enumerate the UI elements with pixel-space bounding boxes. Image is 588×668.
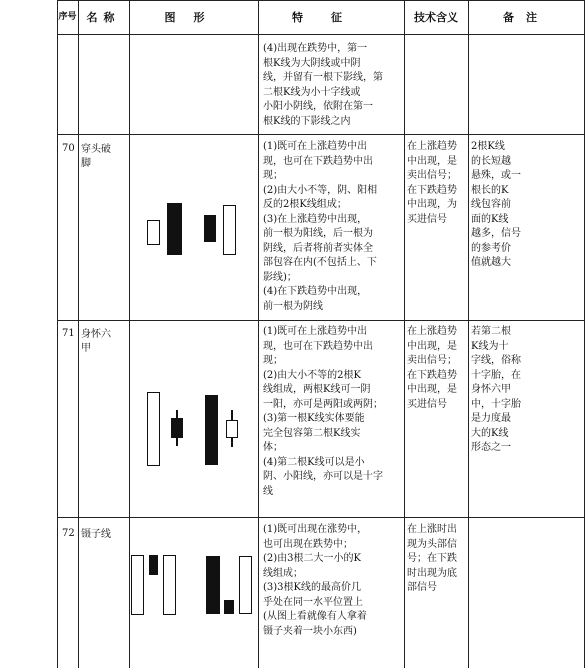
candle: [171, 418, 183, 438]
grid-line: [57, 34, 584, 35]
candle: [204, 215, 216, 242]
header-feature: 特征: [292, 11, 370, 24]
row70-note: 2根K线 的长短越 悬殊，或一 根长的K 线包容前 面的K线 越多，信号 的参考价 值就越大: [471, 141, 521, 268]
row71-number: 71: [62, 328, 75, 339]
grid-line: [57, 0, 58, 668]
header-note: 备注: [503, 11, 549, 24]
header-name: 名称: [86, 11, 121, 24]
row71-feature: (1)既可在上涨趋势中出 现，也可在下跌趋势中出 现； (2)由大小不等的2根K 线组成，两根K线可一阴 一阳，亦可是两阳或两阴； (3)第一根K线实体要能 完全包容第二根K线实 体； (4)第二根K线可以是小 阴、小阳线，亦可以是十字 线: [263, 326, 383, 497]
row0-feature: (4)出现在跌势中，第一 根K线为大阴线或中阴 线，并留有一根下影线，第 二根K线为小十字线或 小阳小阴线，依附在第一 根K线的下影线之内: [263, 43, 383, 127]
grid-line: [404, 0, 405, 668]
header-shape: 图形: [164, 11, 223, 24]
grid-line: [57, 320, 584, 321]
header-meaning: 技术含义: [414, 11, 458, 24]
row72-feature: (1)既可出现在涨势中， 也可出现在跌势中； (2)由3根二大一小的K 线组成； (3)3根K线的最高价几 乎处在同一水平位置上 (从图上看就像有人拿着 镊子夹着一块小东西): [263, 524, 368, 637]
row70-name: 穿头破 脚: [81, 144, 111, 169]
grid-line: [584, 0, 585, 668]
row70-feature: (1)既可在上涨趋势中出 现，也可在下跌趋势中出 现； (2)由大小不等，阴、阳相 反的2根K线组成； (3)在上涨趋势中出现， 前一根为阳线，后一根为 阴线，后者将前者实体全 部包容在内(不包括上、下 影线)； (4)在下跌趋势中出现， 前一根为阴线: [263, 141, 378, 312]
header-seq: 序号: [58, 12, 77, 22]
candle: [131, 555, 144, 615]
candle: [205, 395, 218, 465]
candle: [226, 420, 238, 438]
grid-line: [129, 0, 130, 668]
candle: [223, 205, 236, 255]
candle: [224, 600, 234, 614]
candle: [147, 392, 160, 466]
row72-name: 镊子线: [81, 529, 111, 540]
row71-meaning: 在上涨趋势 中出现，是 卖出信号； 在下跌趋势 中出现，是 买进信号: [407, 326, 457, 410]
row71-note: 若第二根 K线为十 字线，俗称 十字胎，在 身怀六甲 中，十字胎 是力度最 大的K线 形态之一: [471, 326, 521, 453]
row71-name: 身怀六 甲: [81, 329, 111, 354]
grid-line: [78, 0, 79, 668]
candle: [239, 556, 252, 614]
candle: [167, 203, 182, 255]
candle: [206, 556, 220, 614]
row72-number: 72: [62, 528, 75, 539]
row70-meaning: 在上涨趋势 中出现，是 卖出信号； 在下跌趋势 中出现，为 买进信号: [407, 141, 457, 225]
grid-line: [258, 0, 259, 668]
candle: [149, 555, 158, 575]
row70-number: 70: [62, 143, 75, 154]
grid-line: [468, 0, 469, 668]
row72-meaning: 在上涨时出 现为头部信 号；在下跌 时出现为底 部信号: [407, 524, 457, 593]
candle: [163, 555, 176, 615]
grid-line: [57, 134, 584, 135]
grid-line: [57, 517, 584, 518]
candle: [147, 220, 160, 245]
